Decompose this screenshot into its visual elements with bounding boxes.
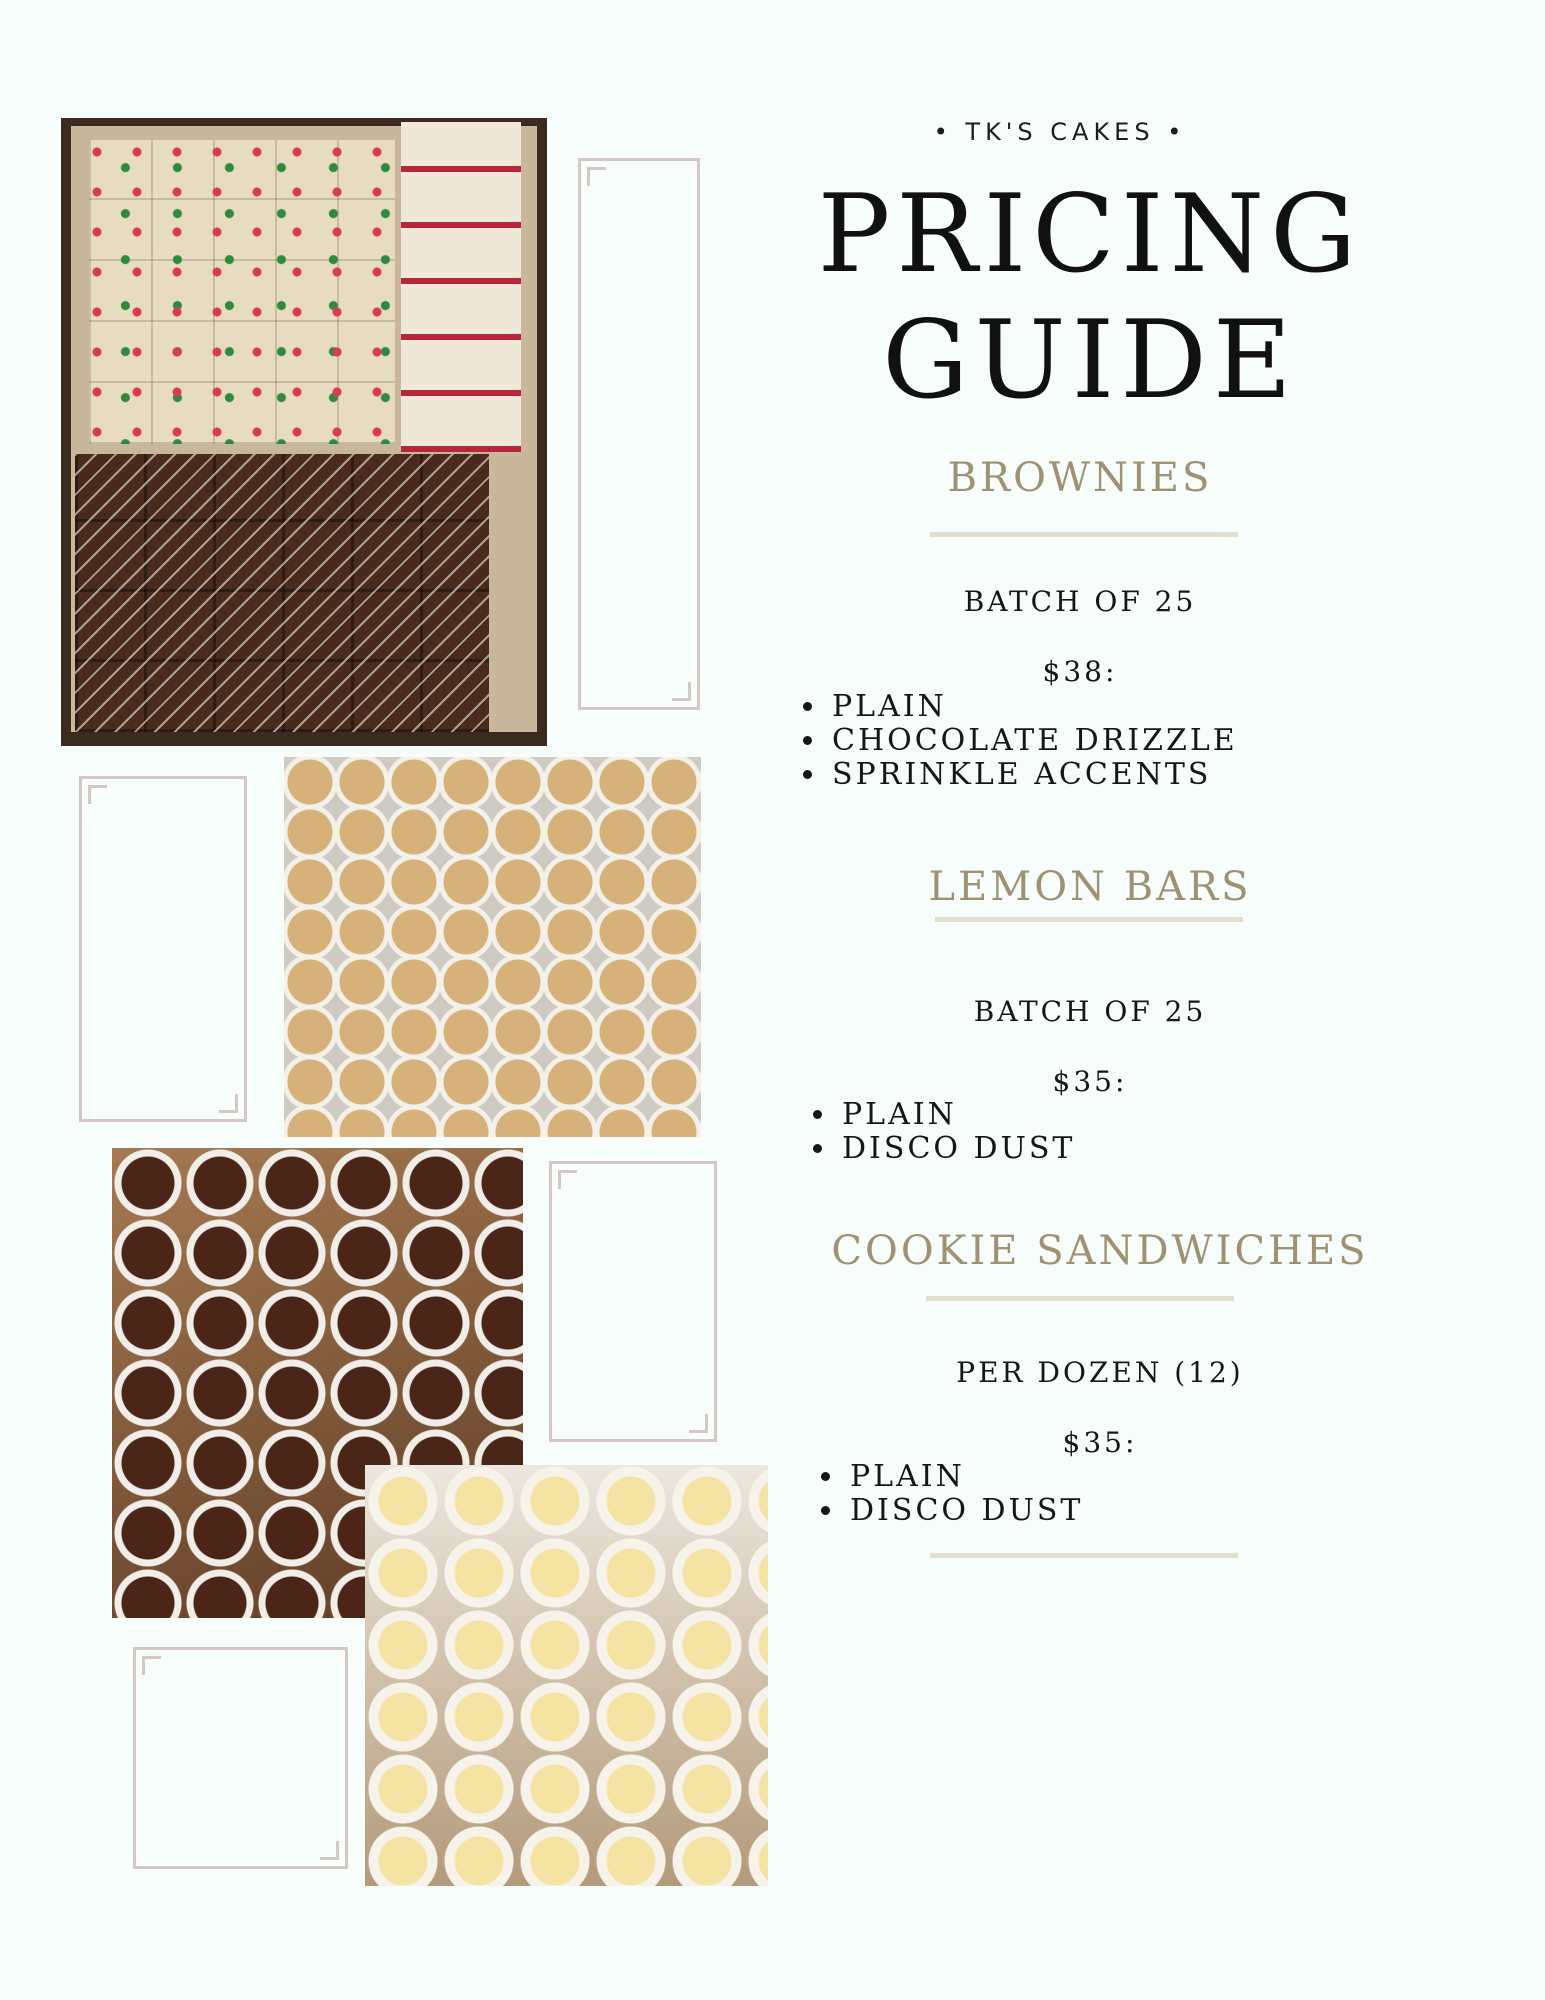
brand-name: • TK'S CAKES • [933, 118, 1187, 146]
divider [926, 1296, 1234, 1301]
price-brownies: $38: [1042, 655, 1118, 688]
section-heading-cookie-sandwiches: COOKIE SANDWICHES [831, 1228, 1369, 1274]
list-item: • SPRINKLE ACCENTS [828, 758, 1238, 792]
decorative-frame [578, 158, 700, 710]
photo-assorted-bars-tray [61, 118, 547, 746]
photo-cookie-sandwiches [284, 757, 701, 1137]
drizzled-brownies [75, 454, 489, 732]
divider [935, 917, 1243, 922]
list-item: • PLAIN [828, 690, 1238, 724]
batch-size-lemon-bars: BATCH OF 25 [973, 995, 1207, 1028]
section-heading-brownies: BROWNIES [947, 455, 1213, 501]
options-list-cookie-sandwiches [806, 1460, 1083, 1528]
list-item: • DISCO DUST [838, 1132, 1075, 1166]
divider [930, 1553, 1238, 1558]
rice-krispie-treats [401, 122, 521, 452]
photo-lemon-bars [365, 1465, 768, 1886]
page-title [760, 172, 1420, 424]
list-item: • PLAIN [838, 1098, 1075, 1132]
batch-size-cookie-sandwiches: PER DOZEN (12) [956, 1356, 1244, 1389]
list-item: • PLAIN [846, 1460, 1083, 1494]
list-item: • DISCO DUST [846, 1494, 1083, 1528]
sprinkle-blondies [89, 140, 395, 444]
title-line-2: GUIDE [882, 298, 1298, 423]
price-cookie-sandwiches: $35: [1062, 1426, 1138, 1459]
options-list-lemon-bars [798, 1098, 1075, 1166]
decorative-frame [79, 776, 247, 1122]
decorative-frame [549, 1161, 717, 1442]
decorative-frame [133, 1647, 348, 1869]
options-list-brownies [788, 690, 1238, 792]
price-lemon-bars: $35: [1052, 1065, 1128, 1098]
list-item: • CHOCOLATE DRIZZLE [828, 724, 1238, 758]
divider [930, 532, 1238, 537]
batch-size-brownies: BATCH OF 25 [963, 585, 1197, 618]
title-line-1: PRICING [817, 172, 1363, 297]
section-heading-lemon-bars: LEMON BARS [928, 864, 1252, 910]
